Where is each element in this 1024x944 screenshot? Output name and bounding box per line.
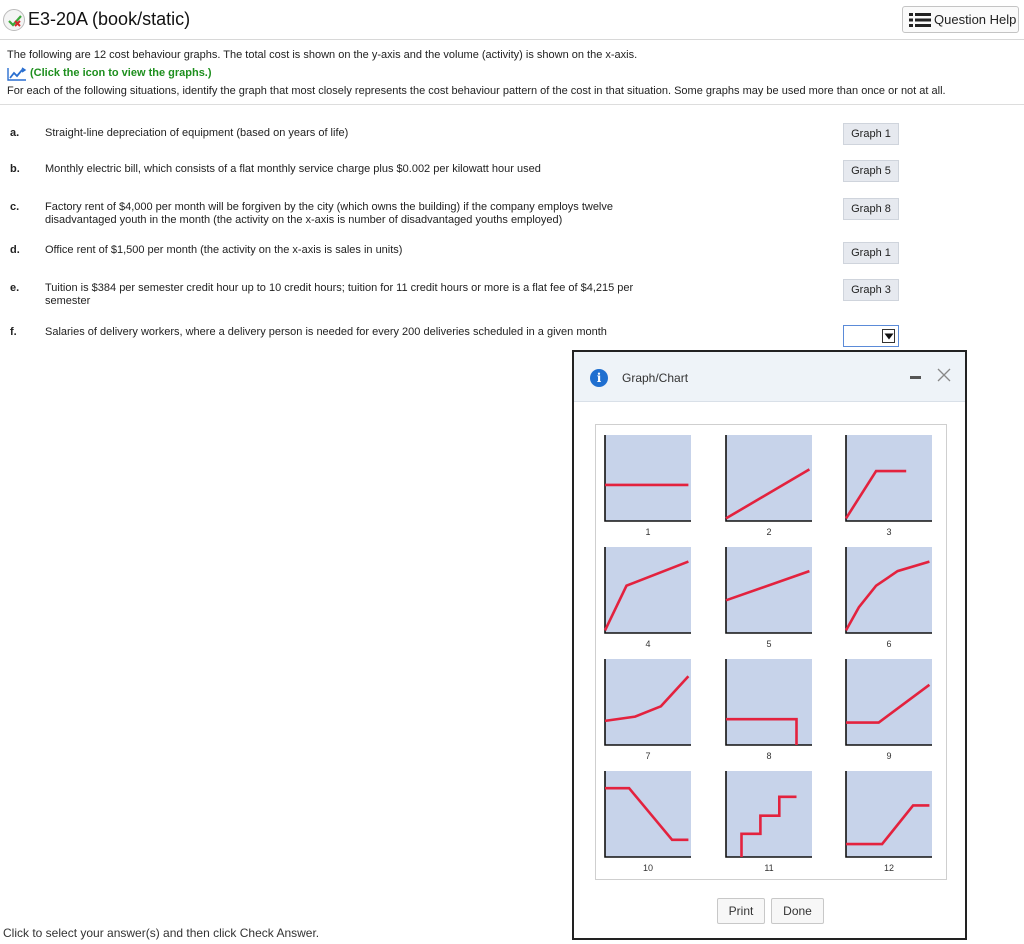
graph-number-label: 2: [766, 527, 772, 537]
graph-number-label: 11: [764, 863, 774, 873]
question-text: Office rent of $1,500 per month (the activity on the x-axis is sales in units): [45, 244, 403, 256]
graph-plot-area: [726, 435, 812, 521]
chevron-down-icon[interactable]: [882, 329, 895, 343]
question-text: Salaries of delivery workers, where a delivery person is needed for every 200 deliveries scheduled in a given month: [45, 326, 607, 338]
answer-select-f[interactable]: [843, 325, 899, 347]
graph-plot-area: [846, 547, 932, 633]
footer-instruction: Click to select your answer(s) and then click Check Answer.: [3, 926, 320, 940]
graph-plot-area: [605, 771, 691, 857]
question-text: Straight-line depreciation of equipment (based on years of life): [45, 127, 349, 139]
graph-number-label: 4: [645, 639, 651, 649]
question-help-label: Question Help: [934, 12, 1017, 27]
graph-number-label: 9: [886, 751, 892, 761]
list-icon: [909, 13, 931, 27]
graph-number-label: 1: [645, 527, 651, 537]
dialog-title: Graph/Chart: [622, 371, 689, 385]
info-icon: i: [590, 369, 608, 387]
header-bar: [0, 0, 1024, 40]
question-intro: [7, 48, 946, 99]
answer-select-d[interactable]: Graph 1: [843, 242, 899, 264]
graph-4: [605, 547, 691, 649]
intro-line-3: For each of the following situations, identify the graph that most closely represents the cost behaviour pattern of the cost in that situation. Some graphs may be used more than once or not at all.: [7, 85, 946, 97]
partial-credit-icon: [3, 9, 25, 31]
print-button[interactable]: Print: [717, 898, 765, 924]
graph-number-label: 7: [645, 751, 651, 761]
divider: [0, 104, 1024, 105]
question-letter: e.: [10, 282, 20, 294]
answer-select-b[interactable]: Graph 5: [843, 160, 899, 182]
view-graphs-link[interactable]: [7, 66, 946, 81]
graph-plot-area: [605, 435, 691, 521]
question-text: Factory rent of $4,000 per month will be forgiven by the city (which owns the building) if the company employs twelve disadvantaged youth in the month (the activity on the x-axis is number of disadvantaged youths employed): [45, 201, 613, 226]
graph-number-label: 8: [766, 751, 772, 761]
view-graphs-link-text[interactable]: (Click the icon to view the graphs.): [30, 67, 212, 79]
graph-number-label: 10: [642, 863, 654, 873]
minimize-button[interactable]: [910, 376, 921, 379]
graph-7: [605, 659, 691, 761]
graph-plot-area: [726, 659, 812, 745]
question-letter: a.: [10, 127, 20, 139]
question-help-button[interactable]: [902, 6, 1019, 33]
graph-2: [726, 435, 812, 537]
page-title: E3-20A (book/static): [28, 9, 191, 29]
answer-select-c[interactable]: Graph 8: [843, 198, 899, 220]
dialog-header: [574, 352, 965, 402]
graph-8: [726, 659, 812, 761]
chart-icon[interactable]: [7, 67, 27, 81]
question-letter: c.: [10, 201, 20, 213]
graph-grid: [595, 424, 947, 880]
question-letter: d.: [10, 244, 20, 256]
question-text: Monthly electric bill, which consists of a flat monthly service charge plus $0.002 per kilowatt hour used: [45, 163, 541, 175]
graph-11: [726, 771, 812, 873]
close-icon[interactable]: [936, 367, 952, 383]
question-text: Tuition is $384 per semester credit hour up to 10 credit hours; tuition for 11 credit hours or more is a flat fee of $4,215 per semester: [45, 282, 634, 307]
graph-10: [605, 771, 691, 873]
answer-select-a[interactable]: Graph 1: [843, 123, 899, 145]
graph-plot-area: [605, 659, 691, 745]
answer-select-e[interactable]: Graph 3: [843, 279, 899, 301]
intro-line-1: The following are 12 cost behaviour graphs. The total cost is shown on the y-axis and the volume (activity) is shown on the x-axis.: [7, 49, 638, 61]
graph-number-label: 3: [886, 527, 892, 537]
graph-plot-area: [605, 547, 691, 633]
graph-3: [846, 435, 932, 537]
graph-dialog: [572, 350, 967, 940]
graph-1: [605, 435, 691, 537]
graph-5: [726, 547, 812, 649]
graph-number-label: 5: [766, 639, 772, 649]
graph-9: [846, 659, 932, 761]
graph-plot-area: [726, 771, 812, 857]
graph-plot-area: [846, 659, 932, 745]
graph-6: [846, 547, 932, 649]
done-button[interactable]: Done: [771, 898, 824, 924]
question-letter: f.: [10, 326, 17, 338]
graphs-canvas: [596, 425, 946, 879]
graph-number-label: 6: [886, 639, 892, 649]
graph-plot-area: [726, 547, 812, 633]
graph-12: [846, 771, 932, 873]
graph-plot-area: [846, 435, 932, 521]
question-letter: b.: [10, 163, 20, 175]
graph-number-label: 12: [883, 863, 895, 873]
